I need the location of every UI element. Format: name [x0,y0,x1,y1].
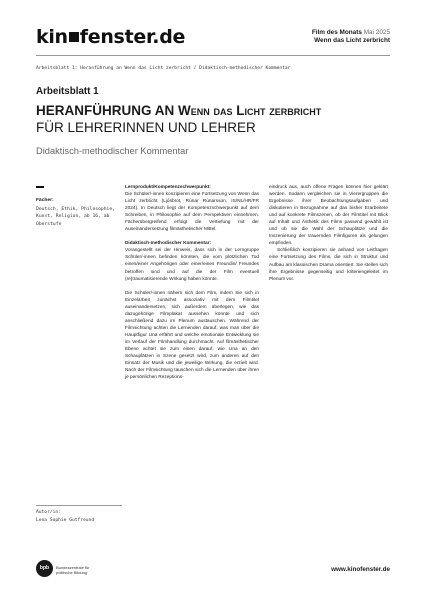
text-learning-product: Die Schüler/-innen konzipieren eine Fortsetzung von Wenn das Licht zerbricht (Ljósbrot, Rúnar Rúnarsson, IS/NL/HR/FR 2024). In Deutsch liegt der Kompetenzschwerpunkt auf dem Schreiben, in Philosophie auf dem Perspektiven einnehmen. Fächerübergreifend erfolgt die Vertiefung mit der Auseinandersetzung filmästhetischer Mittel. [125,192,259,233]
content-column-1 [125,184,259,381]
logo-square-icon [69,32,79,42]
content-column-2 [269,184,388,283]
author-label: Autor/in: [36,510,61,515]
page-title: HERANFÜHRUNG AN Wenn das Licht zerbricht [36,103,322,118]
film-title-header: Wenn das Licht zerbricht [314,37,390,45]
film-title: Wenn das Licht zerbricht [178,103,322,118]
kinofenster-logo[interactable]: kin fenster.de [36,26,186,48]
page-subtitle: Didaktisch-methodischer Kommentar [36,146,189,156]
page-title-line2: FÜR LEHRERINNEN UND LEHRER [36,120,256,135]
film-of-month-header [312,29,390,45]
heading-learning-product: Lernprodukt/Kompetenzschwerpunkt: [125,185,211,190]
text-sequel: Schließlich konzipieren sie anhand von Leitfragen eine Fortsetzung des Films, die sich in Struktur und Aufbau am klassischen Drama orientiert. Sie stellen sich ihre Ergebnisse gegenseitig und kriteriengeleitet im Plenum vor. [269,248,388,282]
bpb-name: Bundeszentrale für politische Bildung [56,565,90,575]
header-divider [36,55,390,56]
text-comparison: eindruck aus, auch offene Fragen können hier geklärt werden. Sodann vergleichen sie in Vierergruppen die Ergebnisse ihrer Beobachtungsaufgaben und diskutieren in Bezugnahme auf das bisher Erarbeitete und auf konkrete Filmszenen, ob der Filmtitel mit Blick auf Inhalt und Ästhetik des Films passend gewählt ist und ob sie die Wahl der Schauplätze und die Inszenierung der trauernden Filmfiguren als gelungen empfinden. [269,185,388,247]
film-label: Film des Monats [311,29,362,36]
month-label: Mai 2025 [363,29,390,36]
author-name: Lena Sophie Gutfreund [36,518,95,523]
breadcrumb: Arbeitsblatt 1: Heranführung an Wenn das Licht zerbricht / Didaktisch-methodischer Kommentar [36,66,291,71]
sheet-label: Arbeitsblatt 1 [36,86,99,97]
author-divider [36,505,122,506]
subjects-list: Deutsch, Ethik, Philosophie, Kunst, Religion, ab 16, ab Oberstufe [36,207,116,227]
text-approach: Die Schüler/-innen nähern sich dem Film, indem Sie sich in Einzelarbeit zunächst assoziativ mit dem Filmtitel auseinandersetzen, sich außerdem überlegen, wie das dazugehörige Filmplakat aussehen könnte und sich anschließend dazu im Plenum austauschen. Während der Filmsichtung achten die Lernenden darauf, was man über die Hauptfigur Una erfährt und welche emotionale Entwicklung sie im Verlauf der Filmhandlung durchmacht. Auf filmästhetischer Ebene achtet sie zum einen darauf, wie Una an den Schauplätzen in Szene gesetzt wird, zum anderen auf den Einsatz der Musik und die jeweilige Wirkung, die erzielt wird. Nach der Filmsichtung tauschen sich die Lernenden über ihren je persönlichen Rezeptions- [125,290,259,381]
section-dash [36,186,44,188]
subjects-label: Fächer: [36,198,54,203]
heading-didactic-comment: Didaktisch-methodischer Kommentar: [125,241,212,247]
bpb-logo-icon[interactable]: bpb [36,560,53,577]
footer-url-link[interactable]: www.kinofenster.de [331,566,390,573]
text-didactic-note: Vorangestellt sei der Hinweis, dass sich in der Lerngruppe Schüler/-innen befinden könnten, die vom plötzlichen Tod eines/einer Angehörigen oder einer/eines Freundin/ Freundes betroffen sind und auf die der Film eventuell (re)traumatisierende Wirkung haben könnte. [125,248,259,282]
